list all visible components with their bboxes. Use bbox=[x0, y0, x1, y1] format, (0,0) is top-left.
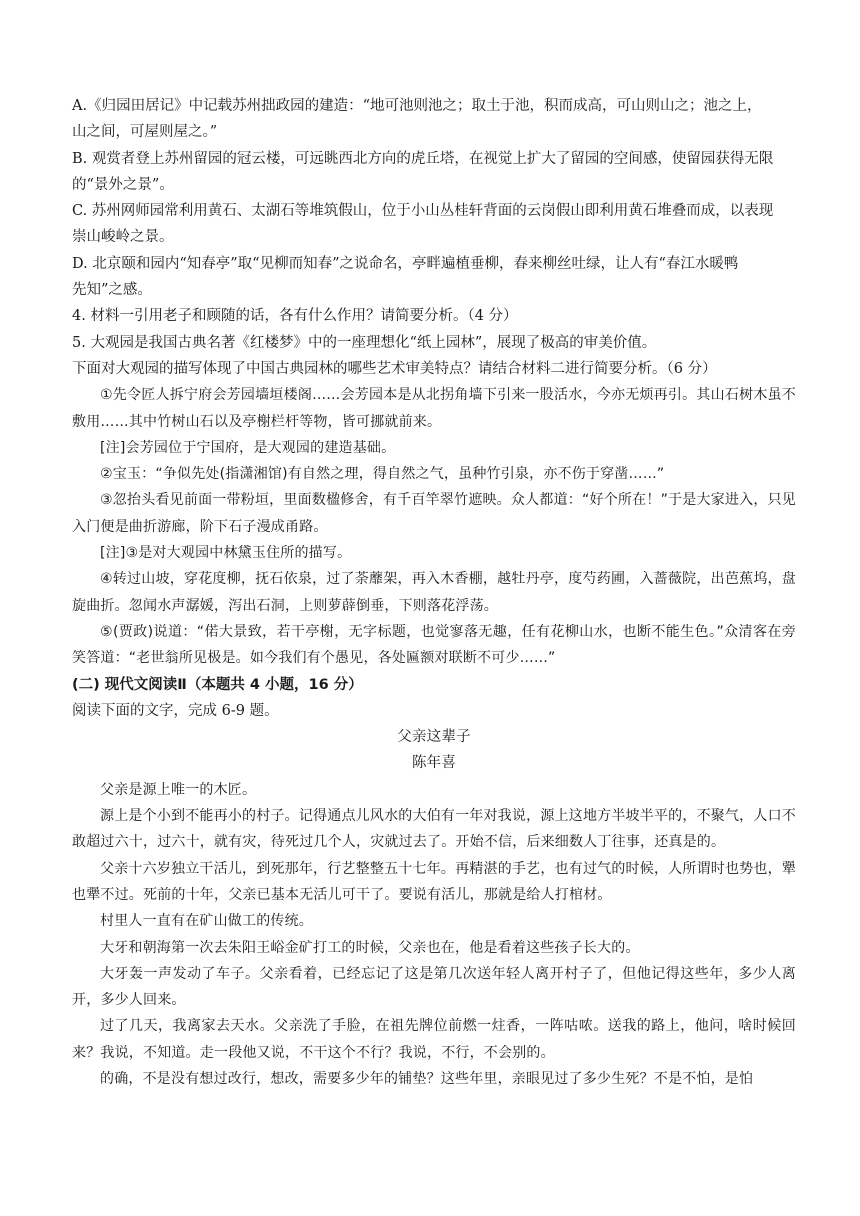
story-paragraph-7: 过了几天，我离家去天水。父亲洗了手脸，在祖先牌位前燃一炷香，一阵咕哝。送我的路上，他问，啥时候回来？我说，不知道。走一段他又说，不干这个不行？我说，不行，不会别的。 bbox=[72, 1018, 796, 1061]
option-d-line-2: 先知”之感。 bbox=[72, 282, 152, 299]
excerpt-5: ⑤(贾政)说道：“偌大景致，若干亭榭，无字标题，也觉寥落无趣，任有花柳山水，也断不能生色。”众清客在旁笑答道：“老世翁所见极是。如今我们有个愚见，各处匾额对联断不可少……” bbox=[72, 623, 796, 667]
story-paragraph-8: 的确，不是没有想过改行，想改，需要多少年的铺垫？这些年里，亲眼见过了多少生死？不是不怕，是怕 bbox=[100, 1070, 754, 1087]
story-paragraph-4: 村里人一直有在矿山做工的传统。 bbox=[100, 913, 313, 930]
question-4: 4. 材料一引用老子和顾随的话，各有什么作用？请简要分析。（4 分） bbox=[72, 308, 518, 325]
document-page bbox=[72, 93, 796, 1092]
option-d-line-1: D. 北京颐和园内“知春亭”取“见柳而知春”之说命名，亭畔遍植垂柳，春来柳丝吐绿，让人有“春江水暖鸭 bbox=[72, 255, 739, 272]
excerpt-note-1: [注]会芳园位于宁国府，是大观园的建造基础。 bbox=[100, 439, 396, 456]
article-author: 陈年喜 bbox=[411, 755, 457, 772]
excerpt-2: ②宝玉：“争似先处(指潇湘馆)有自然之理，得自然之气，虽种竹引泉，亦不伤于穿凿……” bbox=[100, 466, 665, 483]
option-b-line-1: B. 观赏者登上苏州留园的冠云楼，可远眺西北方向的虎丘塔，在视觉上扩大了留园的空间感，使留园获得无限 bbox=[72, 150, 774, 167]
option-b-line-2: 的“景外之景”。 bbox=[72, 176, 174, 193]
excerpt-note-3: [注]③是对大观园中林黛玉住所的描写。 bbox=[100, 545, 352, 562]
option-a-line-1: A.《归园田居记》中记载苏州拙政园的建造：“地可池则池之；取土于池，积而成高，可山则山之；池之上， bbox=[72, 98, 762, 114]
story-paragraph-6: 大牙轰一声发动了车子。父亲看着，已经忘记了这是第几次送年轻人离开村子了，但他记得这些年，多少人离开，多少人回来。 bbox=[72, 965, 796, 1009]
question-5-line-1: 5. 大观园是我国古典名著《红楼梦》中的一座理想化“纸上园林”，展现了极高的审美价值。 bbox=[72, 334, 657, 351]
excerpt-3: ③忽抬头看见前面一带粉垣，里面数楹修舍，有千百竿翠竹遮映。众人都道：“好个所在！”于是大家进入，只见入门便是曲折游廊，阶下石子漫成甬路。 bbox=[72, 492, 796, 535]
story-paragraph-2: 源上是个小到不能再小的村子。记得通点儿风水的大伯有一年对我说，源上这地方半坡半平的，不聚气，人口不敢超过六十，过六十，就有灾，待死过几个人，灾就过去了。开始不信，后来细数人丁往事，还真是的。 bbox=[72, 808, 796, 851]
excerpt-1: ①先令匠人拆宁府会芳园墙垣楼阁……会芳园本是从北拐角墙下引来一股活水，今亦无烦再引。其山石树木虽不敷用……其中竹树山石以及亭榭栏杆等物，皆可挪就前来。 bbox=[72, 387, 796, 430]
story-paragraph-5: 大牙和朝海第一次去朱阳王峪金矿打工的时候，父亲也在，他是看着这些孩子长大的。 bbox=[100, 939, 640, 956]
section-heading: (二) 现代文阅读Ⅱ（本题共 4 小题，16 分） bbox=[72, 676, 363, 693]
question-5-line-2: 下面对大观园的描写体现了中国古典园林的哪些艺术审美特点？请结合材料二进行简要分析。（6 分） bbox=[72, 360, 717, 377]
excerpt-4: ④转过山坡，穿花度柳，抚石依泉，过了荼蘼架，再入木香棚，越牡丹亭，度芍药圃，入蔷薇院，出芭蕉坞，盘旋曲折。忽闻水声潺媛，泻出石洞，上则萝薜倒垂，下则落花浮荡。 bbox=[72, 571, 796, 614]
article-title: 父亲这辈子 bbox=[397, 729, 471, 746]
story-paragraph-1: 父亲是源上唯一的木匠。 bbox=[100, 781, 257, 798]
story-paragraph-3: 父亲十六岁独立干活儿，到死那年，行艺整整五十七年。再精湛的手艺，也有过气的时候，人所谓时也势也，犟也犟不过。死前的十年，父亲已基本无活儿可干了。要说有活儿，那就是给人打棺材。 bbox=[72, 860, 796, 903]
option-a-line-2: 山之间，可屋则屋之。” bbox=[72, 124, 218, 141]
option-c-line-2: 崇山峻岭之景。 bbox=[72, 229, 174, 246]
option-c-line-1: C. 苏州网师园常利用黄石、太湖石等堆筑假山，位于小山丛桂轩背面的云岗假山即利用黄石堆叠而成，以表现 bbox=[72, 203, 774, 220]
reading-instruction: 阅读下面的文字，完成 6-9 题。 bbox=[72, 702, 279, 719]
